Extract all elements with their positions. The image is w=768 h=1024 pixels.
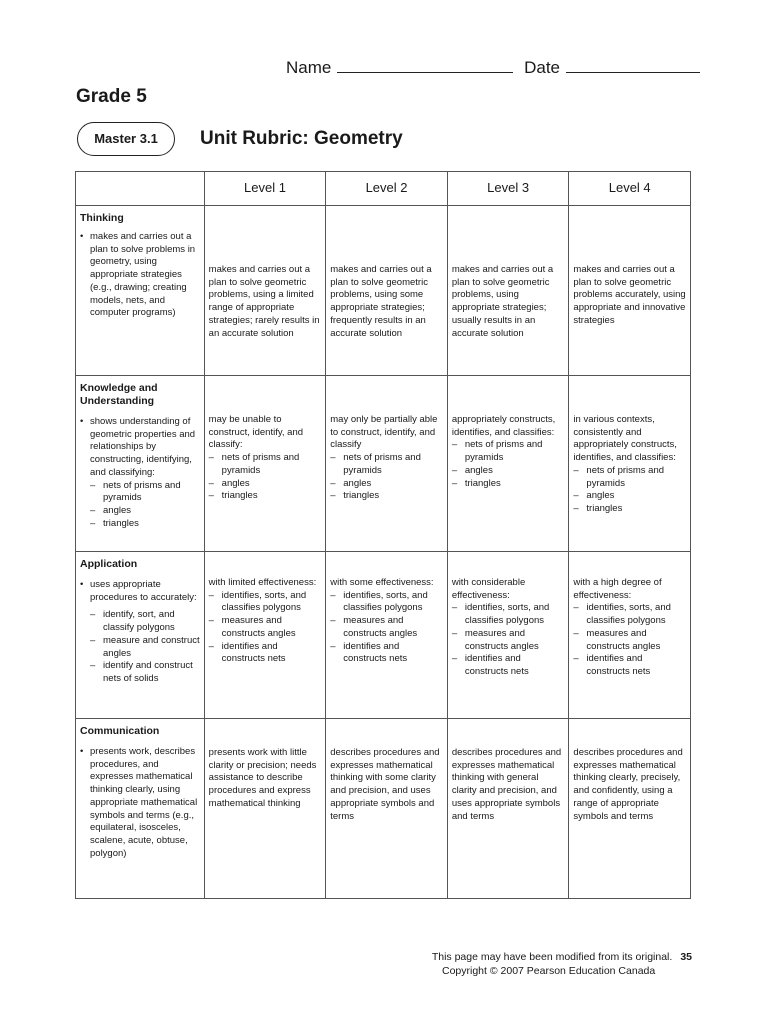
criterion-text: presents work, describes procedures, and expresses mathematical thinking clearly, using appropriate mathematical symbols and terms (e.g., equilateral, isosceles, scalene, acute, obtuse, polygon) — [90, 746, 198, 859]
list-item: – nets of prisms and pyramids — [90, 479, 181, 504]
criterion-text: shows understanding of geometric properties and relationships by constructing, identifying, and classifying: — [90, 416, 196, 478]
list-item: – identifies and constructs nets — [573, 653, 651, 677]
list-item: – angles — [208, 477, 250, 489]
list-item: – measures and constructs angles — [573, 627, 661, 652]
list-item: – triangles — [208, 490, 258, 502]
list-item: – identifies, sorts, and classifies polygons — [451, 602, 550, 627]
criterion-bullet: • makes and carries out a plan to solve problems in geometry, using appropriate strategies (e.g., drawing; creating models, nets, and computer programs) — [80, 231, 200, 320]
name-label: Name — [286, 58, 332, 77]
descriptor-text: with some effectiveness: — [330, 577, 434, 588]
list-item: – measure and construct angles — [90, 634, 200, 659]
descriptor-text: makes and carries out a plan to solve geometric problems, using appropriate strategies; usually results in an accurate solution — [451, 264, 554, 339]
list-item: – nets of prisms and pyramids — [330, 452, 421, 476]
category-heading: Thinking — [80, 212, 124, 224]
list-item: – identifies and constructs nets — [208, 640, 286, 665]
descriptor-text: presents work with little clarity or precision; needs assistance to describe procedures and express mathematical thinking — [208, 747, 317, 809]
descriptor-text: describes procedures and expresses mathematical thinking clearly, precisely, and confidently, using a range of appropriate symbols and terms — [573, 747, 683, 822]
level-cell — [569, 719, 691, 899]
corner-cell — [76, 172, 205, 206]
date-blank[interactable] — [566, 58, 700, 73]
level-header: Level 1 — [204, 172, 326, 206]
descriptor-text: in various contexts, consistently and appropriately constructs, identifies, and classifies: — [573, 414, 677, 464]
criterion-cell — [76, 206, 205, 376]
level-cell — [204, 552, 326, 719]
master-badge: Master 3.1 — [77, 122, 175, 156]
list-item: – identifies, sorts, and classifies polygons — [573, 602, 671, 627]
descriptor-text: may be unable to construct, identify, and classify: — [208, 414, 304, 451]
grade-heading: Grade 5 — [76, 86, 147, 107]
list-item: – angles — [573, 490, 615, 502]
criterion-bullet: • presents work, describes procedures, and expresses mathematical thinking clearly, using appropriate mathematical symbols and terms (e.g., equilateral, isosceles, scalene, acute, obtuse, polygon) — [80, 746, 200, 860]
list-item: – triangles — [330, 490, 380, 502]
level-cell — [569, 552, 691, 719]
list-item: – nets of prisms and pyramids — [573, 464, 665, 489]
level-cell — [447, 376, 569, 552]
category-heading: Communication — [80, 725, 160, 737]
table-row-knowledge — [76, 376, 691, 552]
page-title: Unit Rubric: Geometry — [200, 128, 403, 149]
level-cell — [447, 206, 569, 376]
list-item: – nets of prisms and pyramids — [451, 439, 543, 464]
modified-text: This page may have been modified from its original. — [431, 951, 673, 963]
descriptor-text: makes and carries out a plan to solve geometric problems, using a limited range of appropriate strategies; rarely results in an accurate solution — [208, 264, 320, 339]
list-item: – measures and constructs angles — [208, 615, 296, 639]
modified-notice — [432, 951, 692, 963]
list-item: – identifies and constructs nets — [330, 640, 408, 665]
level-cell — [326, 376, 448, 552]
level-header: Level 2 — [326, 172, 448, 206]
descriptor-text: makes and carries out a plan to solve geometric problems, using some appropriate strategies; frequently results in an accurate solution — [330, 264, 432, 339]
date-label: Date — [524, 58, 561, 77]
list-item: – angles — [451, 464, 493, 476]
level-header: Level 4 — [569, 172, 691, 206]
list-item: – identifies and constructs nets — [451, 653, 529, 677]
page-number: 35 — [680, 951, 692, 963]
level-header: Level 3 — [447, 172, 569, 206]
table-row-thinking — [76, 206, 691, 376]
list-item: – identifies, sorts, and classifies polygons — [208, 589, 307, 614]
level-cell — [326, 206, 448, 376]
criterion-cell — [76, 552, 205, 719]
rubric-table — [75, 171, 691, 899]
name-blank[interactable] — [337, 58, 513, 73]
list-item: – measures and constructs angles — [330, 615, 418, 639]
level-cell — [569, 376, 691, 552]
descriptor-text: describes procedures and expresses mathematical thinking with general clarity and precision, and uses appropriate symbols and terms — [451, 747, 562, 822]
list-item: – identify and construct nets of solids — [90, 660, 193, 684]
level-cell — [569, 206, 691, 376]
level-cell — [447, 552, 569, 719]
list-item: – triangles — [90, 517, 139, 529]
descriptor-text: makes and carries out a plan to solve geometric problems accurately, using appropriate and innovative strategies — [573, 264, 686, 326]
category-heading: Application — [80, 558, 138, 570]
level-cell — [326, 719, 448, 899]
list-item: – identify, sort, and classify polygons — [90, 609, 175, 634]
level-cell — [204, 376, 326, 552]
criterion-cell — [76, 719, 205, 899]
table-row-application — [76, 552, 691, 719]
list-item: – identifies, sorts, and classifies polygons — [330, 589, 428, 614]
list-item: – angles — [90, 504, 131, 516]
list-item: – measures and constructs angles — [451, 627, 539, 652]
descriptor-text: with considerable effectiveness: — [451, 577, 526, 601]
level-cell — [204, 206, 326, 376]
descriptor-text: with limited effectiveness: — [208, 577, 317, 588]
copyright-line: Copyright © 2007 Pearson Education Canada — [442, 965, 656, 977]
list-item: – triangles — [573, 502, 623, 514]
criterion-bullet: • shows understanding of geometric properties and relationships by constructing, identifying, and classifying: — [80, 416, 200, 480]
descriptor-text: with a high degree of effectiveness: — [573, 577, 662, 601]
descriptor-text: appropriately constructs, identifies, and classifies: — [451, 414, 556, 438]
table-header-row — [76, 172, 691, 206]
list-item: – nets of prisms and pyramids — [208, 452, 300, 476]
descriptor-text: may only be partially able to construct, identify, and classify — [330, 414, 438, 451]
level-cell — [326, 552, 448, 719]
table-row-communication — [76, 719, 691, 899]
level-cell — [204, 719, 326, 899]
list-item: – triangles — [451, 477, 501, 489]
criterion-bullet: • uses appropriate procedures to accurately: — [80, 579, 200, 604]
criterion-cell — [76, 376, 205, 552]
name-date-line — [286, 58, 700, 78]
criterion-text: uses appropriate procedures to accurately: — [90, 579, 197, 603]
level-cell — [447, 719, 569, 899]
list-item: – angles — [330, 477, 372, 489]
criterion-text: makes and carries out a plan to solve problems in geometry, using appropriate strategies (e.g., drawing; creating models, nets, and computer programs) — [90, 231, 196, 319]
descriptor-text: describes procedures and expresses mathematical thinking with some clarity and precision, and uses appropriate symbols and terms — [330, 747, 440, 822]
category-heading: Knowledge and Understanding — [80, 382, 158, 407]
